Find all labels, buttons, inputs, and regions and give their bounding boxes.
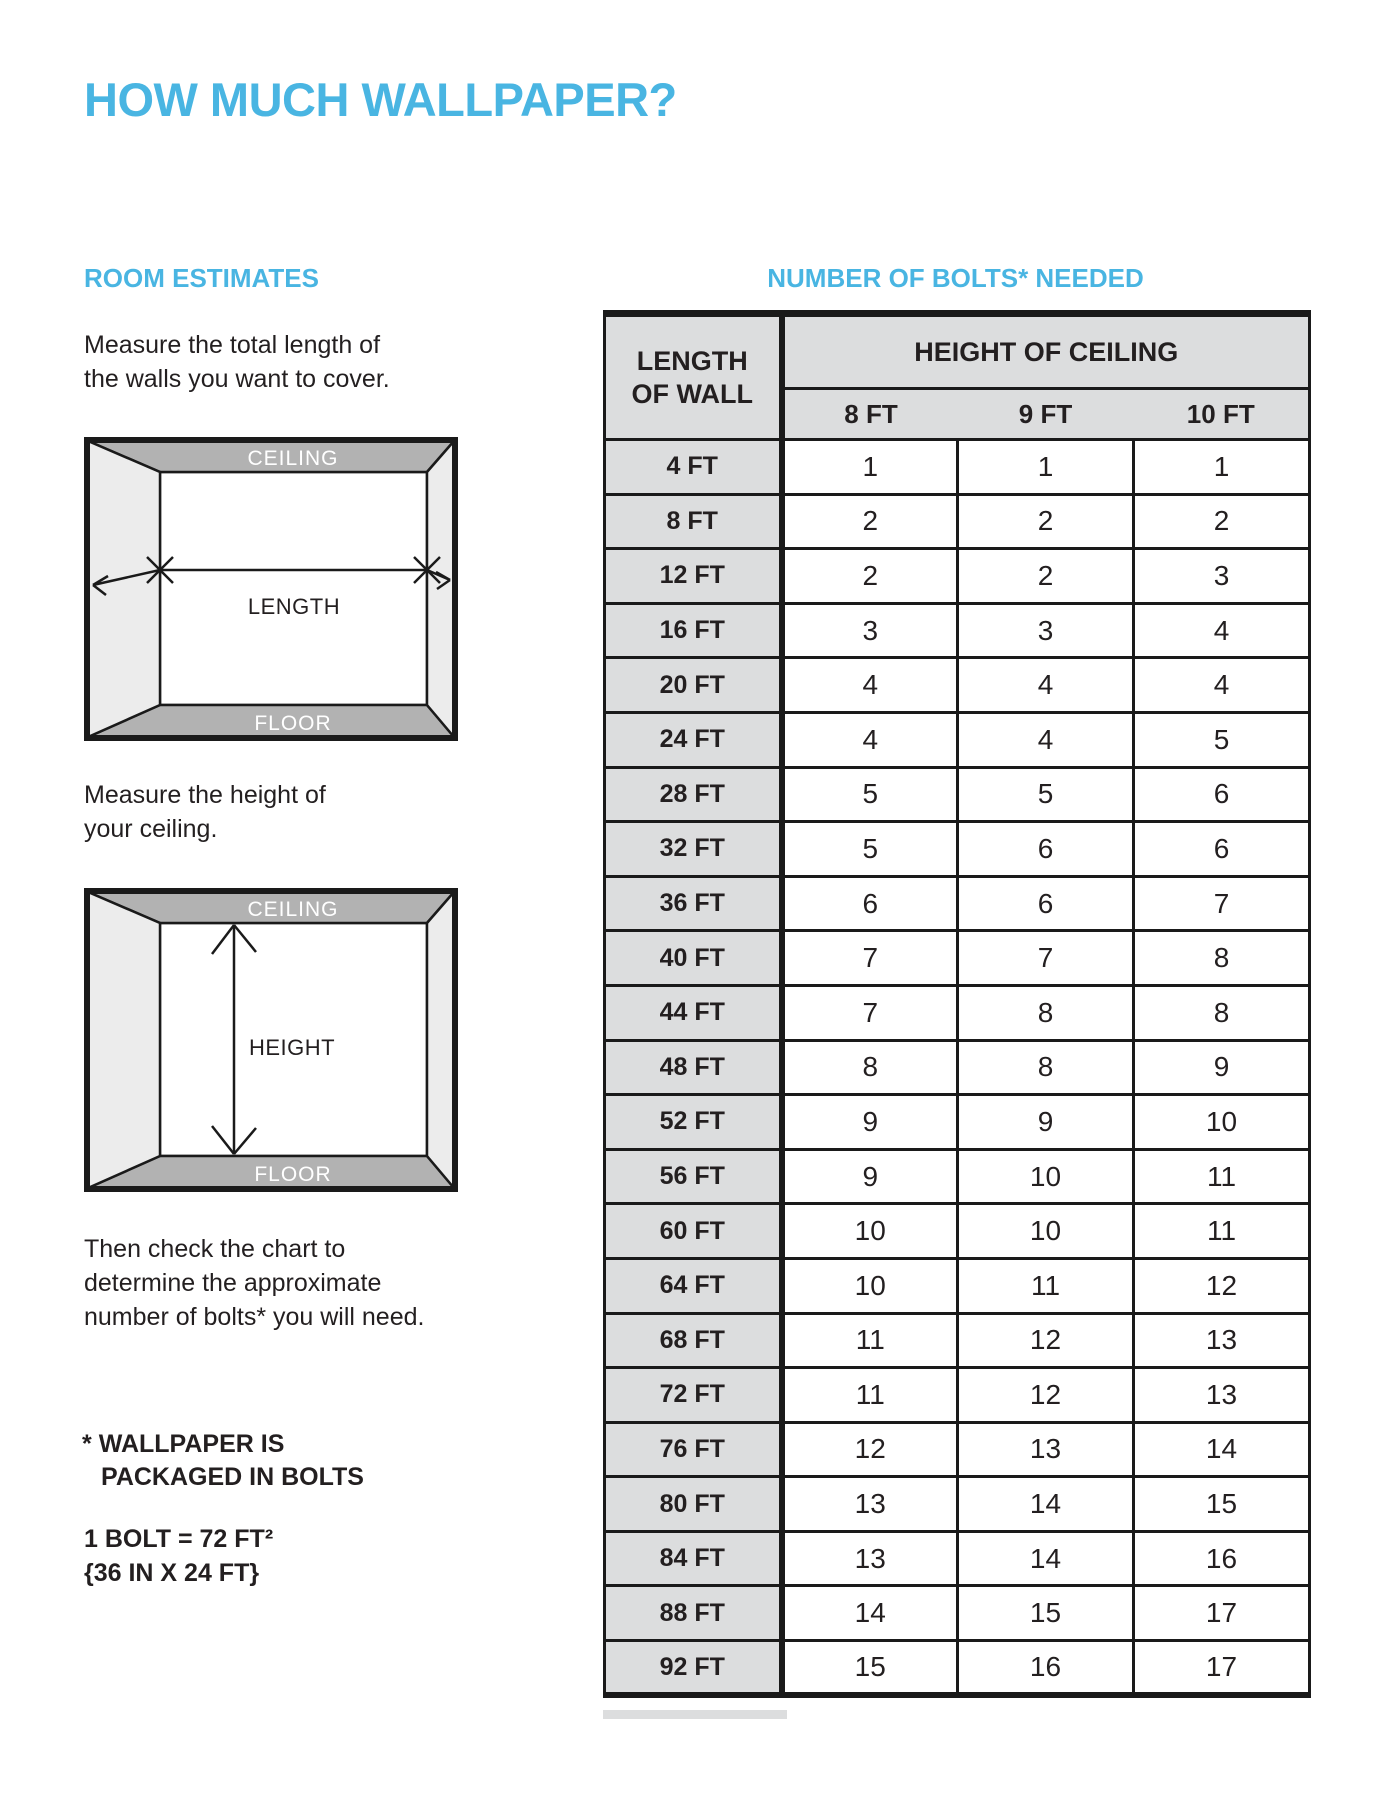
bolt-count-cell: 14	[1134, 1422, 1310, 1477]
bolt-count-cell: 2	[782, 549, 958, 604]
bolt-count-cell: 14	[958, 1477, 1134, 1532]
table-row	[605, 1149, 1310, 1204]
column-header-8ft: 8 FT	[782, 389, 958, 440]
bolt-count-cell: 10	[782, 1204, 958, 1259]
footnote-asterisk: *	[82, 1430, 92, 1458]
bolt-count-cell: 3	[1134, 549, 1310, 604]
row-label: 16 FT	[605, 603, 782, 658]
instruction-check-chart	[84, 1232, 424, 1334]
row-label: 80 FT	[605, 1477, 782, 1532]
table-row	[605, 712, 1310, 767]
bolt-count-cell: 1	[958, 440, 1134, 495]
bolt-count-cell: 16	[958, 1641, 1134, 1696]
left-wall	[88, 892, 160, 1188]
bolt-count-cell: 2	[958, 549, 1134, 604]
bolt-count-cell: 5	[958, 767, 1134, 822]
bolt-count-cell: 16	[1134, 1531, 1310, 1586]
row-label: 56 FT	[605, 1149, 782, 1204]
bolt-count-cell: 7	[958, 931, 1134, 986]
bolt-count-cell: 17	[1134, 1586, 1310, 1641]
column-header-line: LENGTH	[636, 345, 748, 376]
table-row	[605, 985, 1310, 1040]
bolt-count-cell: 6	[958, 876, 1134, 931]
bolt-spec	[84, 1522, 273, 1590]
bolts-needed-heading: NUMBER OF BOLTS* NEEDED	[767, 263, 1144, 293]
footnote-line: PACKAGED IN BOLTS	[101, 1463, 364, 1491]
bolt-count-cell: 6	[1134, 767, 1310, 822]
bolt-count-cell: 8	[782, 1040, 958, 1095]
table-row	[605, 1641, 1310, 1696]
row-label: 76 FT	[605, 1422, 782, 1477]
bolt-count-cell: 4	[1134, 658, 1310, 713]
back-wall	[160, 472, 427, 705]
row-label: 68 FT	[605, 1313, 782, 1368]
row-label: 20 FT	[605, 658, 782, 713]
row-label: 28 FT	[605, 767, 782, 822]
bolt-count-cell: 2	[782, 494, 958, 549]
bolt-count-cell: 12	[782, 1422, 958, 1477]
row-label: 12 FT	[605, 549, 782, 604]
bolt-count-cell: 10	[958, 1204, 1134, 1259]
bolt-count-cell: 17	[1134, 1641, 1310, 1696]
bolt-count-cell: 11	[782, 1313, 958, 1368]
length-label: LENGTH	[247, 594, 341, 619]
bolt-count-cell: 7	[782, 931, 958, 986]
instruction-measure-length	[84, 328, 390, 396]
bolt-count-cell: 9	[782, 1095, 958, 1150]
bolt-count-cell: 12	[1134, 1258, 1310, 1313]
table-row	[605, 1586, 1310, 1641]
instruction-line: Measure the height of	[84, 781, 326, 809]
row-label: 48 FT	[605, 1040, 782, 1095]
row-label: 32 FT	[605, 822, 782, 877]
bolt-count-cell: 11	[1134, 1149, 1310, 1204]
bolts-table	[603, 310, 1311, 1698]
row-label: 84 FT	[605, 1531, 782, 1586]
table-row	[605, 876, 1310, 931]
bolt-count-cell: 3	[782, 603, 958, 658]
table-row	[605, 549, 1310, 604]
bolt-count-cell: 5	[782, 822, 958, 877]
bolt-spec-line: {36 IN X 24 FT}	[84, 1559, 260, 1587]
bolt-count-cell: 14	[958, 1531, 1134, 1586]
bolt-count-cell: 2	[958, 494, 1134, 549]
bolt-count-cell: 8	[1134, 931, 1310, 986]
bolt-count-cell: 9	[958, 1095, 1134, 1150]
table-row	[605, 603, 1310, 658]
table-row	[605, 1258, 1310, 1313]
bolt-count-cell: 4	[958, 658, 1134, 713]
ceiling-label: CEILING	[247, 898, 339, 921]
column-header-9ft: 9 FT	[958, 389, 1134, 440]
bolt-count-cell: 15	[782, 1641, 958, 1696]
table-row	[605, 1531, 1310, 1586]
row-label: 88 FT	[605, 1586, 782, 1641]
bolt-count-cell: 13	[782, 1531, 958, 1586]
instruction-measure-height	[84, 778, 326, 846]
footnote-text: WALLPAPER IS	[98, 1430, 285, 1458]
table-row	[605, 1040, 1310, 1095]
bolt-count-cell: 15	[958, 1586, 1134, 1641]
row-label: 52 FT	[605, 1095, 782, 1150]
bolt-count-cell: 9	[1134, 1040, 1310, 1095]
bolt-count-cell: 4	[782, 712, 958, 767]
bolt-count-cell: 15	[1134, 1477, 1310, 1532]
bolt-count-cell: 9	[782, 1149, 958, 1204]
instruction-line: the walls you want to cover.	[84, 365, 390, 393]
bolt-count-cell: 11	[1134, 1204, 1310, 1259]
row-label: 72 FT	[605, 1368, 782, 1423]
bolt-spec-line: 1 BOLT = 72 FT²	[84, 1525, 274, 1553]
table-row	[605, 822, 1310, 877]
table-row	[605, 1422, 1310, 1477]
instruction-line: number of bolts* you will need.	[84, 1303, 425, 1331]
instruction-line: Measure the total length of	[84, 331, 381, 359]
bolt-count-cell: 7	[782, 985, 958, 1040]
table-row	[605, 440, 1310, 495]
bolt-count-cell: 8	[1134, 985, 1310, 1040]
bolt-count-cell: 6	[782, 876, 958, 931]
row-label: 36 FT	[605, 876, 782, 931]
table-row	[605, 1368, 1310, 1423]
bolt-count-cell: 13	[958, 1422, 1134, 1477]
height-label: HEIGHT	[248, 1035, 336, 1060]
row-label: 44 FT	[605, 985, 782, 1040]
bolt-count-cell: 1	[782, 440, 958, 495]
bolt-count-cell: 5	[1134, 712, 1310, 767]
table-row	[605, 931, 1310, 986]
table-row	[605, 1313, 1310, 1368]
bolts-table-body	[605, 440, 1310, 1696]
bolt-count-cell: 5	[782, 767, 958, 822]
bolt-count-cell: 10	[1134, 1095, 1310, 1150]
bolt-count-cell: 12	[958, 1313, 1134, 1368]
bolt-count-cell: 13	[1134, 1368, 1310, 1423]
bolt-count-cell: 11	[958, 1258, 1134, 1313]
table-row	[605, 1477, 1310, 1532]
bolt-count-cell: 13	[1134, 1313, 1310, 1368]
row-label: 8 FT	[605, 494, 782, 549]
bolt-count-cell: 6	[1134, 822, 1310, 877]
bolt-count-cell: 1	[1134, 440, 1310, 495]
bolt-count-cell: 12	[958, 1368, 1134, 1423]
row-label: 64 FT	[605, 1258, 782, 1313]
bolt-count-cell: 8	[958, 1040, 1134, 1095]
bolt-count-cell: 4	[1134, 603, 1310, 658]
column-header-10ft: 10 FT	[1134, 389, 1310, 440]
bolt-count-cell: 10	[958, 1149, 1134, 1204]
bolt-count-cell: 2	[1134, 494, 1310, 549]
bolt-count-cell: 4	[782, 658, 958, 713]
footnote-wallpaper-bolts	[82, 1428, 364, 1494]
row-label: 4 FT	[605, 440, 782, 495]
table-header-row	[605, 314, 1310, 389]
table-row	[605, 767, 1310, 822]
row-label: 24 FT	[605, 712, 782, 767]
room-height-diagram	[84, 888, 458, 1192]
row-label: 92 FT	[605, 1641, 782, 1696]
bolt-count-cell: 7	[1134, 876, 1310, 931]
table-row	[605, 494, 1310, 549]
bolt-count-cell: 14	[782, 1586, 958, 1641]
table-row	[605, 1095, 1310, 1150]
floor-label: FLOOR	[254, 712, 332, 735]
row-label: 60 FT	[605, 1204, 782, 1259]
bolt-count-cell: 8	[958, 985, 1134, 1040]
bolt-count-cell: 13	[782, 1477, 958, 1532]
table-row	[605, 658, 1310, 713]
floor-label: FLOOR	[254, 1163, 332, 1186]
table-footer-stub	[603, 1710, 787, 1719]
room-estimates-heading: ROOM ESTIMATES	[84, 263, 319, 293]
right-wall	[427, 441, 454, 737]
column-group-header-height-of-ceiling: HEIGHT OF CEILING	[782, 314, 1310, 389]
bolt-count-cell: 10	[782, 1258, 958, 1313]
table-row	[605, 1204, 1310, 1259]
column-header-length-of-wall	[605, 314, 782, 440]
instruction-line: Then check the chart to	[84, 1235, 346, 1263]
page-title: HOW MUCH WALLPAPER?	[84, 73, 677, 126]
ceiling-label: CEILING	[247, 447, 339, 470]
instruction-line: determine the approximate	[84, 1269, 382, 1297]
footnote-line	[82, 1428, 364, 1461]
instruction-line: your ceiling.	[84, 815, 218, 843]
bolt-count-cell: 3	[958, 603, 1134, 658]
bolt-count-cell: 6	[958, 822, 1134, 877]
row-label: 40 FT	[605, 931, 782, 986]
column-header-line: OF WALL	[631, 378, 753, 409]
bolt-count-cell: 4	[958, 712, 1134, 767]
bolt-count-cell: 11	[782, 1368, 958, 1423]
room-length-diagram	[84, 437, 458, 741]
right-wall	[427, 892, 454, 1188]
